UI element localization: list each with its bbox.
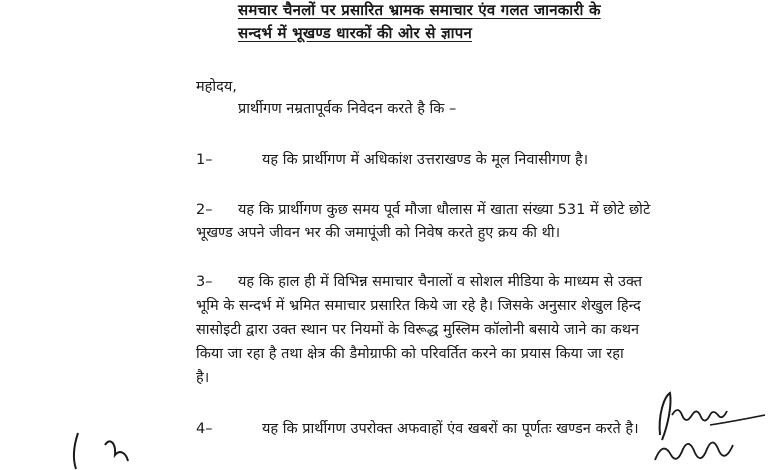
paragraph-4-number: 4– bbox=[196, 421, 213, 437]
paragraph-3-line-2: भूमि के सन्दर्भ में भ्रमित समाचार प्रसारित किये जा रहे है। जिसके अनुसार शेखुल हिन्द bbox=[196, 298, 641, 314]
handwritten-signature bbox=[650, 385, 775, 470]
paragraph-3-line-5: है। bbox=[196, 370, 210, 386]
paragraph-4-line-1: यह कि प्रार्थीगण उपरोक्त अफवाहों एंव खबरों का पूर्णतः खण्डन करते है। bbox=[262, 421, 639, 437]
paragraph-2-line-1: यह कि प्रार्थीगण कुछ समय पूर्व मौजा धौलास में खाता संख्या 531 में छोटे छोटे bbox=[238, 202, 651, 218]
intro-line: प्रार्थीगण नम्रतापूर्वक निवेदन करते है कि – bbox=[238, 101, 457, 117]
handwritten-mark bbox=[60, 425, 150, 470]
paragraph-2-number: 2– bbox=[196, 202, 213, 218]
paragraph-2-line-2: भूखण्ड अपने जीवन भर की जमापूंजी को निवेष करते हुए क्रय की थी। bbox=[196, 225, 561, 241]
paragraph-1-number: 1– bbox=[196, 152, 213, 168]
document-title-line-1: समचार चैनलों पर प्रसारित भ्रामक समाचार एंव गलत जानकारी के bbox=[238, 1, 601, 19]
paragraph-3-line-4: किया जा रहा है तथा क्षेत्र की डैमोग्राफी को परिवर्तित करने का प्रयास किया जा रहा bbox=[196, 346, 624, 362]
salutation: महोदय, bbox=[196, 79, 237, 95]
paragraph-3-line-1: यह कि हाल ही में विभिन्न समाचार चैनालों व सोशल मीडिया के माध्यम से उक्त bbox=[238, 274, 642, 290]
paragraph-1-line-1: यह कि प्रार्थीगण में अधिकांश उत्तराखण्ड के मूल निवासीगण है। bbox=[262, 152, 589, 168]
paragraph-3-number: 3– bbox=[196, 274, 213, 290]
paragraph-3-line-3: सासोइटी द्वारा उक्त स्थान पर नियमों के विरूद्ध मुस्लिम कॉलोनी बसाये जाने का कथन bbox=[196, 322, 640, 338]
document-title-line-2: सन्दर्भ में भूखण्ड धारकों की ओर से ज्ञापन bbox=[238, 24, 472, 42]
